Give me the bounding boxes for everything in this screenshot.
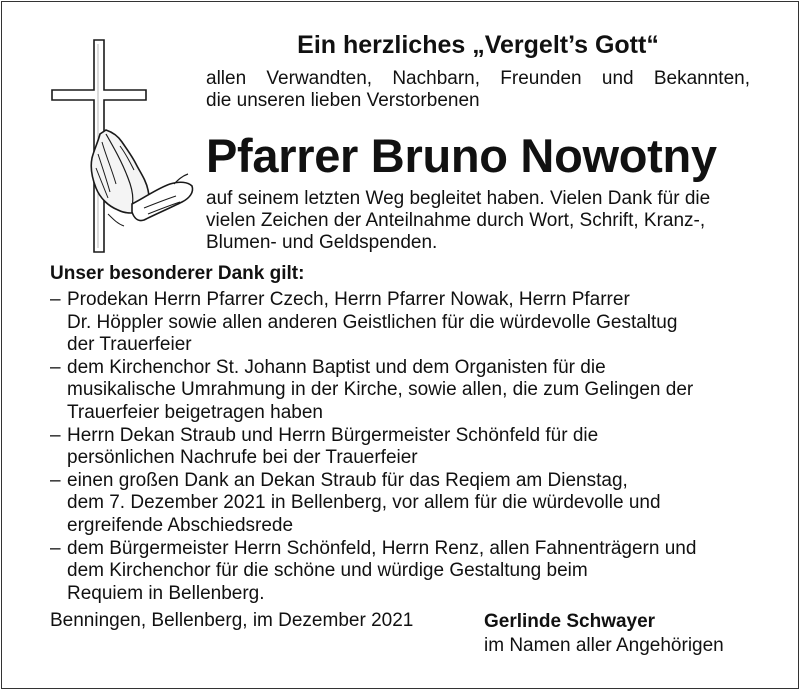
dash-bullet: – <box>50 469 61 491</box>
place-date: Benningen, Bellenberg, im Dezember 2021 <box>50 610 414 631</box>
intro-line: allen Verwandten, Nachbarn, Freunden und Bekannten, <box>206 68 750 89</box>
thanks-line: dem Kirchenchor für die schöne und würdige Gestaltung beim <box>67 560 588 582</box>
after-name-line: auf seinem letzten Weg begleitet haben. Vielen Dank für die <box>206 188 711 209</box>
heading: Ein herzliches „Vergelt’s Gott“ <box>297 31 659 59</box>
after-name-line: Blumen- und Geldspenden. <box>206 232 438 253</box>
thanks-item <box>50 425 760 470</box>
signer-role: im Namen aller Angehörigen <box>484 635 724 656</box>
thanks-line: Dr. Höppler sowie allen anderen Geistlichen für die würdevolle Gestaltug <box>67 311 678 333</box>
after-name-text <box>206 188 752 254</box>
thanks-item <box>50 289 760 357</box>
thanks-line: dem 7. Dezember 2021 in Bellenberg, vor allem für die würdevolle und <box>67 492 661 514</box>
thanks-line: der Trauerfeier <box>67 334 192 356</box>
intro-line: die unseren lieben Verstorbenen <box>206 90 480 111</box>
signer-name: Gerlinde Schwayer <box>484 611 656 632</box>
thanks-item <box>50 538 760 606</box>
dash-bullet: – <box>50 356 61 378</box>
thanks-list <box>50 289 760 605</box>
thanks-line: Prodekan Herrn Pfarrer Czech, Herrn Pfarrer Nowak, Herrn Pfarrer <box>67 289 630 310</box>
cross-with-praying-hands-icon <box>48 38 198 256</box>
thanks-line: dem Bürgermeister Herrn Schönfeld, Herrn Renz, allen Fahnenträgern und <box>67 537 697 559</box>
thanks-line: Requiem in Bellenberg. <box>67 582 265 604</box>
thanks-line: Trauerfeier beigetragen haben <box>67 401 323 423</box>
dash-bullet: – <box>50 424 61 446</box>
thanks-item <box>50 470 760 538</box>
thanks-line: dem Kirchenchor St. Johann Baptist und dem Organisten für die <box>67 356 606 378</box>
thanks-line: einen großen Dank an Dekan Straub für das Reqiem am Dienstag, <box>67 469 628 491</box>
after-name-line: vielen Zeichen der Anteilnahme durch Wort, Schrift, Kranz-, <box>206 210 706 231</box>
thanks-title: Unser besonderer Dank gilt: <box>50 263 305 284</box>
thanks-line: musikalische Umrahmung in der Kirche, sowie allen, die zum Gelingen der <box>67 379 694 401</box>
thanks-line: persönlichen Nachrufe bei der Trauerfeier <box>67 447 418 469</box>
thanks-line: Herrn Dekan Straub und Herrn Bürgermeister Schönfeld für die <box>67 424 599 446</box>
dash-bullet: – <box>50 289 61 310</box>
intro-text <box>206 68 750 112</box>
thanks-line: ergreifende Abschiedsrede <box>67 514 294 536</box>
signer-block <box>484 610 724 658</box>
thanks-item <box>50 357 760 425</box>
dash-bullet: – <box>50 537 61 559</box>
deceased-name: Pfarrer Bruno Nowotny <box>206 129 717 182</box>
